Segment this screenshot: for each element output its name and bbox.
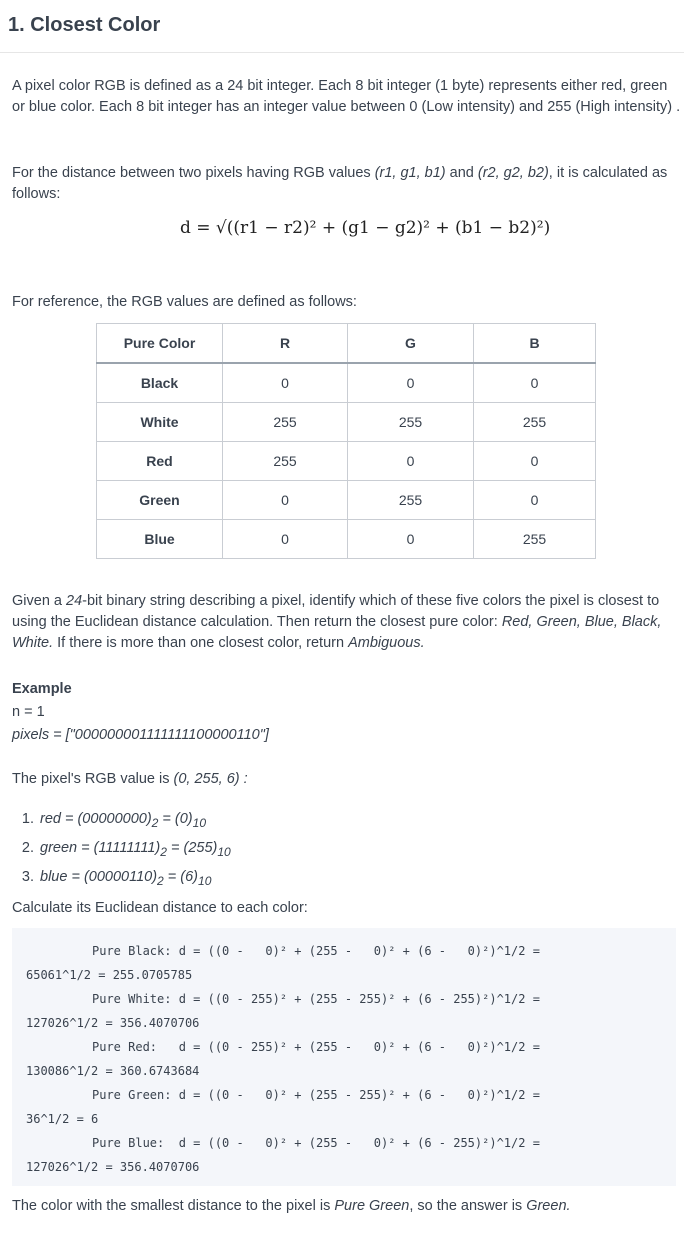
table-cell: 255: [223, 442, 348, 481]
table-cell: 255: [474, 520, 596, 559]
example-pixels: pixels = ["000000001111111100000110"]: [12, 727, 269, 743]
table-cell: 0: [348, 363, 474, 403]
task-paragraph: Given a 24-bit binary string describing a pixel, identify which of these five colors the pixel is closest to using the Euclidean distance calculation. Then return the closest pure color: Red, Green, Blue, Black, White. If there is more than one closest color, return Ambiguous.: [12, 593, 662, 651]
table-cell: 0: [474, 442, 596, 481]
calc-expression: Pure Black: d = ((0 - 0)² + (255 - 0)² + (6 - 0)²)^1/2 =: [92, 944, 540, 958]
table-row: [97, 442, 596, 481]
calc-result: 127026^1/2 = 356.4070706: [26, 1160, 200, 1174]
table-cell: Blue: [97, 520, 223, 559]
example-heading: Example: [12, 681, 72, 697]
divider: [0, 52, 684, 53]
calc-expression: Pure White: d = ((0 - 255)² + (255 - 255)² + (6 - 255)²)^1/2 =: [92, 992, 540, 1006]
list-item: 2. green = $(11111111)_2 = (255)_{10}$: [38, 836, 231, 865]
distance-paragraph: For the distance between two pixels having RGB values (r1, g1, b1) and (r2, g2, b2), it is calculated as follows:: [12, 165, 668, 202]
table-row: [97, 363, 596, 403]
rgb-tuple-2: (r2, g2, b2): [477, 165, 549, 181]
calc-result: 130086^1/2 = 360.6743684: [26, 1064, 200, 1078]
calc-expression: Pure Red: d = ((0 - 255)² + (255 - 0)² + (6 - 0)²)^1/2 =: [92, 1040, 540, 1054]
table-row: [97, 520, 596, 559]
table-cell: 0: [474, 363, 596, 403]
table-cell: 255: [348, 403, 474, 442]
example-n: n = 1: [12, 704, 45, 720]
calc-result: 127026^1/2 = 356.4070706: [26, 1016, 200, 1030]
rgb-value-line: The pixel's RGB value is (0, 255, 6) :: [12, 771, 248, 787]
calc-expression: Pure Green: d = ((0 - 0)² + (255 - 255)² + (6 - 0)²)^1/2 =: [92, 1088, 540, 1102]
table-cell: 255: [223, 403, 348, 442]
table-cell: 255: [474, 403, 596, 442]
table-cell: 0: [223, 520, 348, 559]
distance-formula: d = √((r1 − r2)² + (g1 − g2)² + (b1 − b2)²): [180, 218, 551, 238]
table-cell: 0: [474, 481, 596, 520]
table-row: [97, 403, 596, 442]
page-title: 1. Closest Color: [8, 14, 161, 36]
table-header: Pure Color: [97, 324, 223, 364]
table-cell: Red: [97, 442, 223, 481]
table-cell: Black: [97, 363, 223, 403]
list-item: 3. blue = $(00000110)_2 = (6)_{10}$: [38, 865, 231, 894]
table-header: G: [348, 324, 474, 364]
calc-result: 65061^1/2 = 255.0705785: [26, 968, 193, 982]
conclusion: The color with the smallest distance to the pixel is Pure Green, so the answer is Green.: [12, 1198, 571, 1214]
table-header-row: [97, 324, 596, 364]
table-cell: 255: [348, 481, 474, 520]
table-header: B: [474, 324, 596, 364]
calc-expression: Pure Blue: d = ((0 - 0)² + (255 - 0)² + (6 - 255)²)^1/2 =: [92, 1136, 540, 1150]
table-cell: 0: [223, 481, 348, 520]
calculation-block: [12, 928, 676, 1186]
table-cell: 0: [223, 363, 348, 403]
rgb-table: [96, 323, 596, 559]
table-cell: Green: [97, 481, 223, 520]
calc-intro: Calculate its Euclidean distance to each color:: [12, 900, 308, 916]
table-header: R: [223, 324, 348, 364]
table-cell: 0: [348, 442, 474, 481]
table-row: [97, 481, 596, 520]
table-cell: White: [97, 403, 223, 442]
conversion-steps: [18, 807, 231, 894]
rgb-tuple-1: (r1, g1, b1): [374, 165, 446, 181]
calc-result: 36^1/2 = 6: [26, 1112, 99, 1126]
list-item: 1. red = $(00000000)_2 = (0)_{10}$: [38, 807, 231, 836]
intro-paragraph: A pixel color RGB is defined as a 24 bit integer. Each 8 bit integer (1 byte) represents either red, green or blue color. Each 8 bit integer has an integer value between 0 (Low intensity) and 255 (High intensity) .: [12, 78, 681, 115]
reference-text: For reference, the RGB values are defined as follows:: [12, 294, 357, 310]
table-cell: 0: [348, 520, 474, 559]
